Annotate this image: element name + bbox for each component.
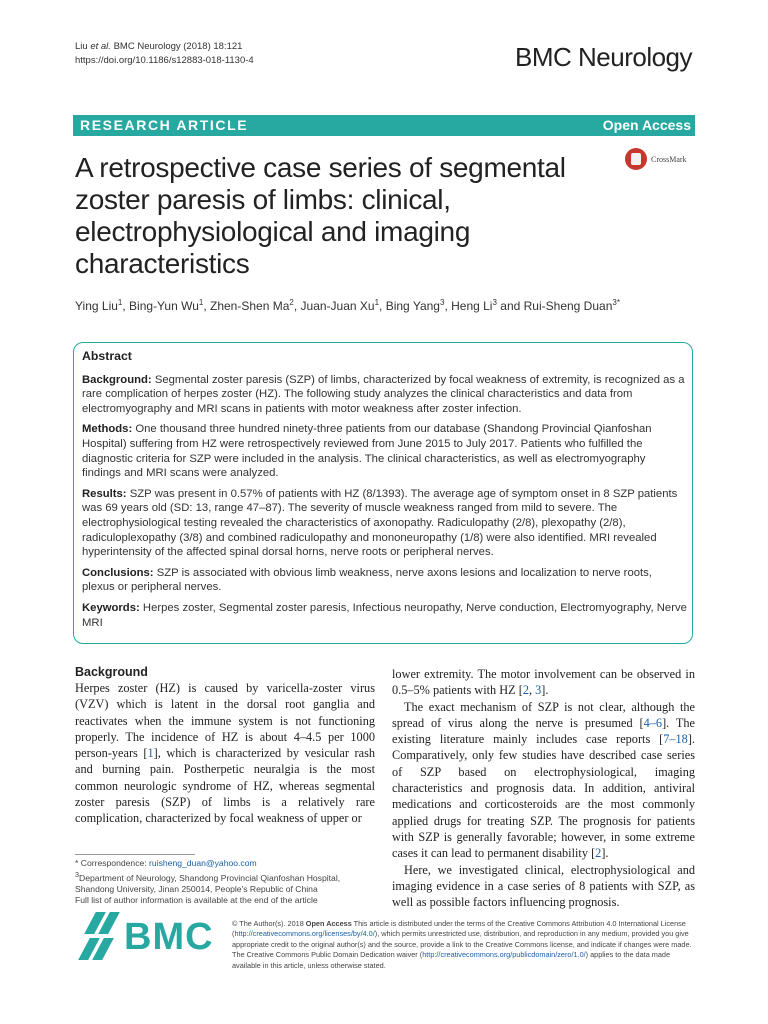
- abstract-section-text: One thousand three hundred ninety-three patients from our database (Shandong Provincial Qianfoshan Hospital) suffering from HZ were retrospectively reviewed from June 2015 to July 2017. Patients who fulfilled the diagnostic criteria for SZP were included in the analysis. The clinical characteristics, as well as electromyography findings and MRI scans were analyzed.: [82, 423, 652, 480]
- bmc-logo: [80, 912, 214, 962]
- author-separator: ,: [293, 299, 301, 313]
- author-affiliation: 1: [198, 298, 204, 307]
- citation-authors: Liu: [75, 41, 88, 52]
- abstract-section-text: SZP is associated with obvious limb weakness, nerve axons lesions and localization to nerve roots, plexus or peripheral nerves.: [82, 566, 652, 594]
- abstract-conclusions: [82, 566, 687, 595]
- affiliation-line: [75, 870, 375, 884]
- abstract-background: [82, 373, 687, 417]
- author-separator: ,: [444, 299, 452, 313]
- crossmark-badge[interactable]: [625, 148, 687, 170]
- body-right-column: [392, 666, 695, 910]
- crossmark-label: CrossMark: [651, 154, 687, 164]
- body-paragraph: [392, 699, 695, 862]
- affiliation-text: Department of Neurology, Shandong Provincial Qianfoshan Hospital,: [78, 872, 341, 883]
- body-text: ], which is characterized by vesicular rash and burning pain. Postherpetic neuralgia is the most common neurologic syndrome of HZ, whereas segmental zoster paresis (SZP) of limbs is a relatively rare complication, characterized by focal weakness of upper or: [75, 746, 375, 826]
- author-conjunction: and: [496, 299, 524, 313]
- article-type-label: RESEARCH ARTICLE: [80, 117, 249, 133]
- citation-et-al: et al.: [90, 41, 111, 52]
- abstract-section-label: Keywords:: [82, 601, 140, 614]
- body-text: Herpes zoster (HZ) is caused by varicella-zoster virus (VZV) which is latent in the dorsal root ganglia and reactivates when the immune system is not functioning properly. The incidence of HZ is about 4–4.5 per 1000 person-years [: [75, 681, 375, 761]
- abstract-keywords: [82, 601, 687, 630]
- abstract-section-label: Methods:: [82, 423, 133, 436]
- license-part: ), which permits unrestricted use, distribution, and reproduction in any medium, provided you give appropriate credit to the original author(s) and the source, provide a link to the Creative Commons license, and indicate if changes were made. The Creative Commons Public Domain Dedication waiver (: [232, 929, 692, 960]
- abstract-section-text: Segmental zoster paresis (SZP) of limbs, characterized by focal weakness of extremity, is recognized as a rare complication of herpes zoster (HZ). The following study analyzes the clinical characteristics and data from electromyography and MRI scans in patients with motor weakness after zoster infection.: [82, 373, 685, 415]
- citation-link[interactable]: 2: [595, 846, 602, 861]
- abstract-heading: Abstract: [82, 349, 132, 363]
- correspondence-line: [75, 858, 375, 870]
- bmc-logo-text: BMC: [124, 915, 214, 958]
- body-paragraph: Here, we investigated clinical, electrophysiological and imaging evidence in a case series of 8 patients with SZP, as well as possible factors influencing prognosis.: [392, 862, 695, 910]
- article-title: A retrospective case series of segmental zoster paresis of limbs: clinical, electrophysiological and imaging characteristics: [75, 152, 566, 279]
- author-separator: ,: [122, 299, 130, 313]
- citation-line: [75, 40, 254, 54]
- footnote-divider: [75, 854, 195, 855]
- open-access-label: Open Access: [602, 117, 691, 133]
- license-part: ) applies to the data made available in this article, unless otherwise stated.: [232, 950, 671, 970]
- affiliation-line-2: Shandong University, Jinan 250014, People's Republic of China: [75, 883, 318, 894]
- body-left-column: [75, 664, 375, 827]
- abstract-section-label: Conclusions:: [82, 566, 154, 579]
- correspondence-label: * Correspondence:: [75, 858, 150, 868]
- author-affiliation: 3: [439, 298, 445, 307]
- license-part: This article is distributed under the terms of the Creative Commons Attribution 4.0 International License (: [232, 919, 686, 939]
- author-affiliation: 3: [492, 298, 497, 307]
- section-heading-background: Background: [75, 665, 148, 679]
- body-paragraph: [392, 666, 695, 699]
- author-separator: ,: [379, 299, 386, 313]
- body-text: ]. The existing literature mainly includes case reports [: [392, 715, 696, 747]
- author-affiliation: 2: [289, 298, 294, 307]
- author-name: Ying Liu: [75, 299, 118, 313]
- citation-link[interactable]: 2: [522, 683, 529, 698]
- body-text: ,: [528, 683, 536, 698]
- body-text: ].: [541, 683, 549, 698]
- abstract-section-label: Results:: [82, 487, 127, 500]
- abstract-section-text: Herpes zoster, Segmental zoster paresis, Infectious neuropathy, Nerve conduction, Electromyography, Nerve MRI: [82, 601, 687, 629]
- bmc-logo-icon: [80, 912, 118, 962]
- body-text: lower extremity. The motor involvement can be observed in 0.5–5% patients with HZ [: [392, 667, 695, 698]
- body-text: The exact mechanism of SZP is not clear, although the spread of virus along the nerve is presumed [: [392, 699, 695, 730]
- abstract-methods: [82, 422, 687, 480]
- author-affiliation: 3*: [612, 298, 620, 307]
- author-name: Zhen-Shen Ma: [210, 299, 290, 313]
- full-list-note: Full list of author information is available at the end of the article: [75, 895, 318, 906]
- author-name: Bing Yang: [385, 299, 440, 313]
- abstract-section-label: Background:: [82, 373, 152, 386]
- affiliation-number: 3: [75, 870, 79, 879]
- body-text: ]. Comparatively, only few studies have described case series of SZP based on electrophysiological, imaging characteristics and prognosis data. In addition, antiviral medications and corticosteroids are the most commonly applied drugs for treating SZP. The prognosis for patients with SZP is generally favorable; however, in some extreme cases it can lead to permanent disability [: [392, 732, 695, 861]
- citation-link[interactable]: 7–18: [663, 732, 688, 747]
- license-part: © The Author(s). 2018: [232, 919, 306, 928]
- body-text: ].: [601, 846, 609, 861]
- footnotes: [75, 858, 375, 907]
- license-link-cc0[interactable]: http://creativecommons.org/publicdomain/zero/1.0/: [422, 950, 586, 960]
- author-list: [75, 298, 620, 313]
- citation-link[interactable]: 1: [147, 746, 154, 761]
- author-name: Juan-Juan Xu: [300, 299, 375, 313]
- license-text: [232, 919, 694, 971]
- license-open-access: Open Access: [305, 919, 352, 928]
- author-name: Rui-Sheng Duan: [523, 299, 613, 313]
- citation-header: [75, 40, 254, 68]
- body-paragraph: [75, 680, 375, 827]
- abstract: [82, 349, 687, 636]
- citation-link[interactable]: 3: [535, 683, 542, 698]
- crossmark-icon: [625, 148, 647, 170]
- license-link-cc-by[interactable]: http://creativecommons.org/licenses/by/4.0/: [234, 929, 375, 939]
- citation-journal-ref: BMC Neurology (2018) 18:121: [113, 41, 243, 52]
- author-name: Bing-Yun Wu: [129, 299, 199, 313]
- author-affiliation: 1: [374, 298, 380, 307]
- doi-link[interactable]: https://doi.org/10.1186/s12883-018-1130-4: [75, 55, 254, 66]
- author-name: Heng Li: [451, 299, 493, 313]
- author-affiliation: 1: [117, 298, 123, 307]
- journal-name: BMC Neurology: [515, 42, 693, 72]
- abstract-results: [82, 487, 687, 560]
- citation-link[interactable]: 4–6: [643, 715, 663, 730]
- abstract-section-text: SZP was present in 0.57% of patients with HZ (8/1393). The average age of symptom onset in 8 SZP patients was 69 years old (SD: 13, range 47–87). The severity of muscle weakness ranged from mild to severe. The electrophysiological testing revealed the characteristics of axonopathy. Radiculopathy (2/8), plexopathy (2/8), radiculoplexopathy (3/8) and combined radiculopathy and mononeuropathy (1/8) were also identified. MRI revealed hyperintensity of the affected spinal dorsal horns, nerve roots or peripheral nerves.: [82, 487, 678, 559]
- author-separator: ,: [203, 299, 210, 313]
- correspondence-email[interactable]: ruisheng_duan@yahoo.com: [149, 858, 257, 868]
